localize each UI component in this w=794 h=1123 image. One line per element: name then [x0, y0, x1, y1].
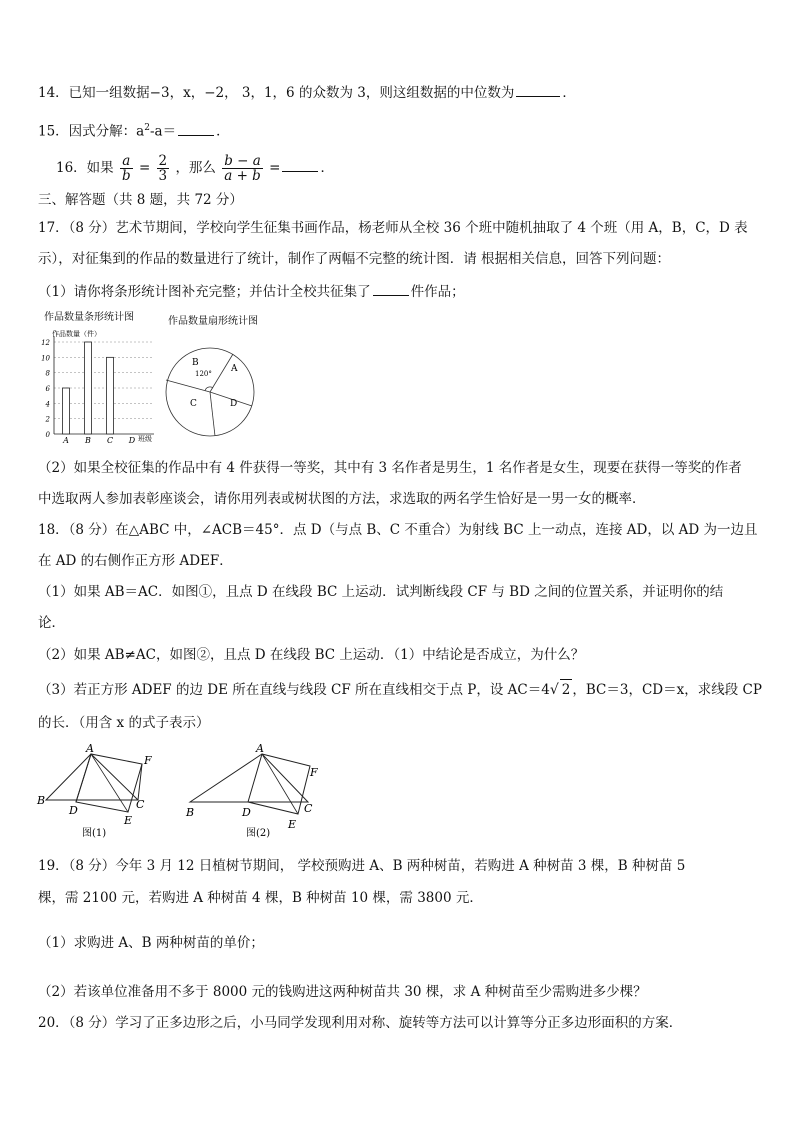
bar-chart [36, 308, 166, 448]
y-tick-label: 4 [45, 400, 50, 409]
q17-part-2-line-2: 中选取两人参加表彰座谈会，请你用列表或树状图的方法，求选取的两名学生恰好是一男一女的概率． [38, 491, 646, 507]
bar-chart-title: 作品数量条形统计图 [44, 312, 134, 323]
segment-ae [91, 754, 128, 812]
y-tick-label: 12 [41, 339, 50, 347]
sqrt-value: 2 [560, 679, 573, 700]
q19-part-1: （1）求购进 A、B 两种树苗的单价； [38, 935, 264, 951]
answer-blank[interactable] [516, 82, 560, 97]
square-adef [248, 754, 310, 814]
q19-line-1: 19．（8 分）今年 3 月 12 日植树节期间， 学校预购进 A、B 两种树苗，若购进 A 种树苗 3 棵，B 种树苗 5 [38, 858, 686, 874]
q18-part-3 [38, 679, 762, 700]
y-tick-label: 8 [45, 369, 50, 378]
q18-line-1: 18．（8 分）在△ABC 中，∠ACB＝45°．点 D（与点 B、C 不重合）为射线 BC 上一动点，连接 AD，以 AD 为一边且 [38, 522, 758, 538]
x-tick-label: A [63, 436, 69, 445]
q18-p3-suffix: ，BC＝3，CD＝x，求线段 CP [572, 682, 762, 698]
geometry-figure-2 [184, 742, 324, 842]
label-a: A [256, 742, 264, 755]
q19-line-2: 棵，需 2100 元，若购进 A 种树苗 4 棵，B 种树苗 10 棵，需 3800 元． [38, 890, 483, 906]
pie-chart-title: 作品数量扇形统计图 [168, 316, 258, 327]
label-e: E [288, 818, 297, 831]
bar-chart-ylabel: 作品数量（件） [52, 330, 101, 338]
bar-chart-xticks [62, 436, 136, 445]
label-f: F [310, 766, 318, 779]
pie-divider [166, 380, 210, 392]
pie-label-c: C [190, 399, 197, 409]
figure-2-caption: 图(2) [246, 828, 271, 839]
equals-sign: = [138, 160, 151, 176]
bar-chart-yticks [41, 339, 50, 439]
question-14 [38, 82, 576, 103]
y-tick-label: 6 [45, 385, 50, 393]
pie-angle-annotation: 120° [195, 370, 212, 378]
label-f: F [144, 754, 152, 767]
bar-chart-xlabel: 班级 [138, 435, 152, 443]
x-tick-label: D [128, 436, 136, 445]
section-heading: 三、解答题（共 8 题，共 72 分） [38, 192, 243, 208]
q16-end: ． [320, 160, 334, 176]
sqrt-symbol: √ [549, 682, 559, 698]
q17-p1-text: （1）请你将条形统计图补充完整；并估计全校共征集了 [38, 284, 371, 300]
q16-prefix: 16．如果 [56, 160, 114, 176]
q17-line-2: 示），对征集到的作品的数量进行了统计，制作了两幅不完整的统计图．请 根据相关信息，回答下列问题： [38, 251, 671, 267]
label-b: B [37, 794, 46, 807]
pie-label-a: A [231, 364, 238, 374]
q16-mid: ，那么 [175, 160, 216, 176]
pie-label-d: D [230, 399, 238, 409]
bar-c [107, 357, 114, 434]
q17-part-2-line-1: （2）如果全校征集的作品中有 4 件获得一等奖，其中有 3 名作者是男生，1 名作者是女生，现要在获得一等奖的作者 [38, 460, 742, 476]
q18-part-3-line-2: 的长．（用含 x 的式子表示） [38, 715, 210, 731]
q15-exponent: 2 [144, 123, 150, 133]
square-adef [76, 754, 142, 812]
q15-prefix: 15．因式分解：a [38, 123, 145, 140]
answer-blank[interactable] [178, 121, 214, 136]
q17-p1-suffix: 件作品； [410, 284, 465, 300]
q18-part-1-line-2: 论． [38, 615, 65, 631]
label-a: A [86, 742, 94, 755]
x-tick-label: C [106, 436, 114, 445]
equals-sign: = [269, 160, 281, 176]
y-tick-label: 2 [45, 415, 50, 424]
q18-p3-text: （3）若正方形 ADEF 的边 DE 所在直线与线段 CF 所在直线相交于点 P，设 AC＝4 [38, 682, 550, 698]
y-tick-label: 10 [41, 354, 50, 363]
label-c: C [136, 798, 145, 811]
figure-1-caption: 图(1) [82, 828, 107, 839]
q18-line-2: 在 AD 的右侧作正方形 ADEF． [38, 553, 233, 569]
geometry-figure-1 [36, 740, 166, 840]
q18-part-1-line-1: （1）如果 AB＝AC．如图①，且点 D 在线段 BC 上运动．试判断线段 CF 与 BD 之间的位置关系，并证明你的结 [38, 584, 724, 600]
pie-divider [210, 354, 233, 392]
q15-suffix: ． [216, 123, 230, 140]
pie-divider [210, 392, 215, 436]
y-tick-label: 0 [45, 431, 50, 439]
q14-text: 14．已知一组数据−3，x，−2， 3，1，6 的众数为 3，则这组数据的中位数为 [38, 85, 515, 101]
segment-ae [262, 754, 298, 814]
bar-a [63, 388, 70, 434]
fraction-a-over-b: $\frac{a}{b}$ [121, 153, 131, 184]
pie-label-b: B [192, 358, 199, 368]
x-tick-label: B [85, 436, 91, 445]
label-b: B [186, 806, 195, 819]
bar-b [85, 342, 92, 434]
question-16 [56, 152, 334, 184]
pie-chart [162, 312, 282, 462]
fraction-2-over-3: $\frac{2}{3}$ [158, 153, 168, 184]
q15-mid: -a＝ [149, 123, 177, 140]
q18-part-2: （2）如果 AB≠AC，如图②，且点 D 在线段 BC 上运动．（1）中结论是否成立，为什么？ [38, 647, 585, 663]
label-d: D [69, 804, 78, 817]
label-c: C [304, 802, 313, 815]
label-d: D [242, 806, 251, 819]
q14-suffix: ． [562, 85, 576, 101]
q17-part-1 [38, 281, 465, 302]
answer-blank[interactable] [373, 281, 409, 296]
question-15 [38, 118, 230, 142]
fraction-b-minus-a: $\frac{b - a}{a + b}$ [224, 153, 261, 184]
answer-blank[interactable] [282, 157, 318, 172]
q17-line-1: 17．（8 分）艺术节期间，学校向学生征集书画作品，杨老师从全校 36 个班中随机抽取了 4 个班（用 A，B，C，D 表 [38, 220, 748, 236]
q19-part-2: （2）若该单位准备用不多于 8000 元的钱购进这两种树苗共 30 棵，求 A 种树苗至少需购进多少棵？ [38, 984, 647, 1000]
label-e: E [124, 814, 133, 827]
q20-line-1: 20．（8 分）学习了正多边形之后，小马同学发现利用对称、旋转等方法可以计算等分正多边形面积的方案． [38, 1015, 683, 1031]
